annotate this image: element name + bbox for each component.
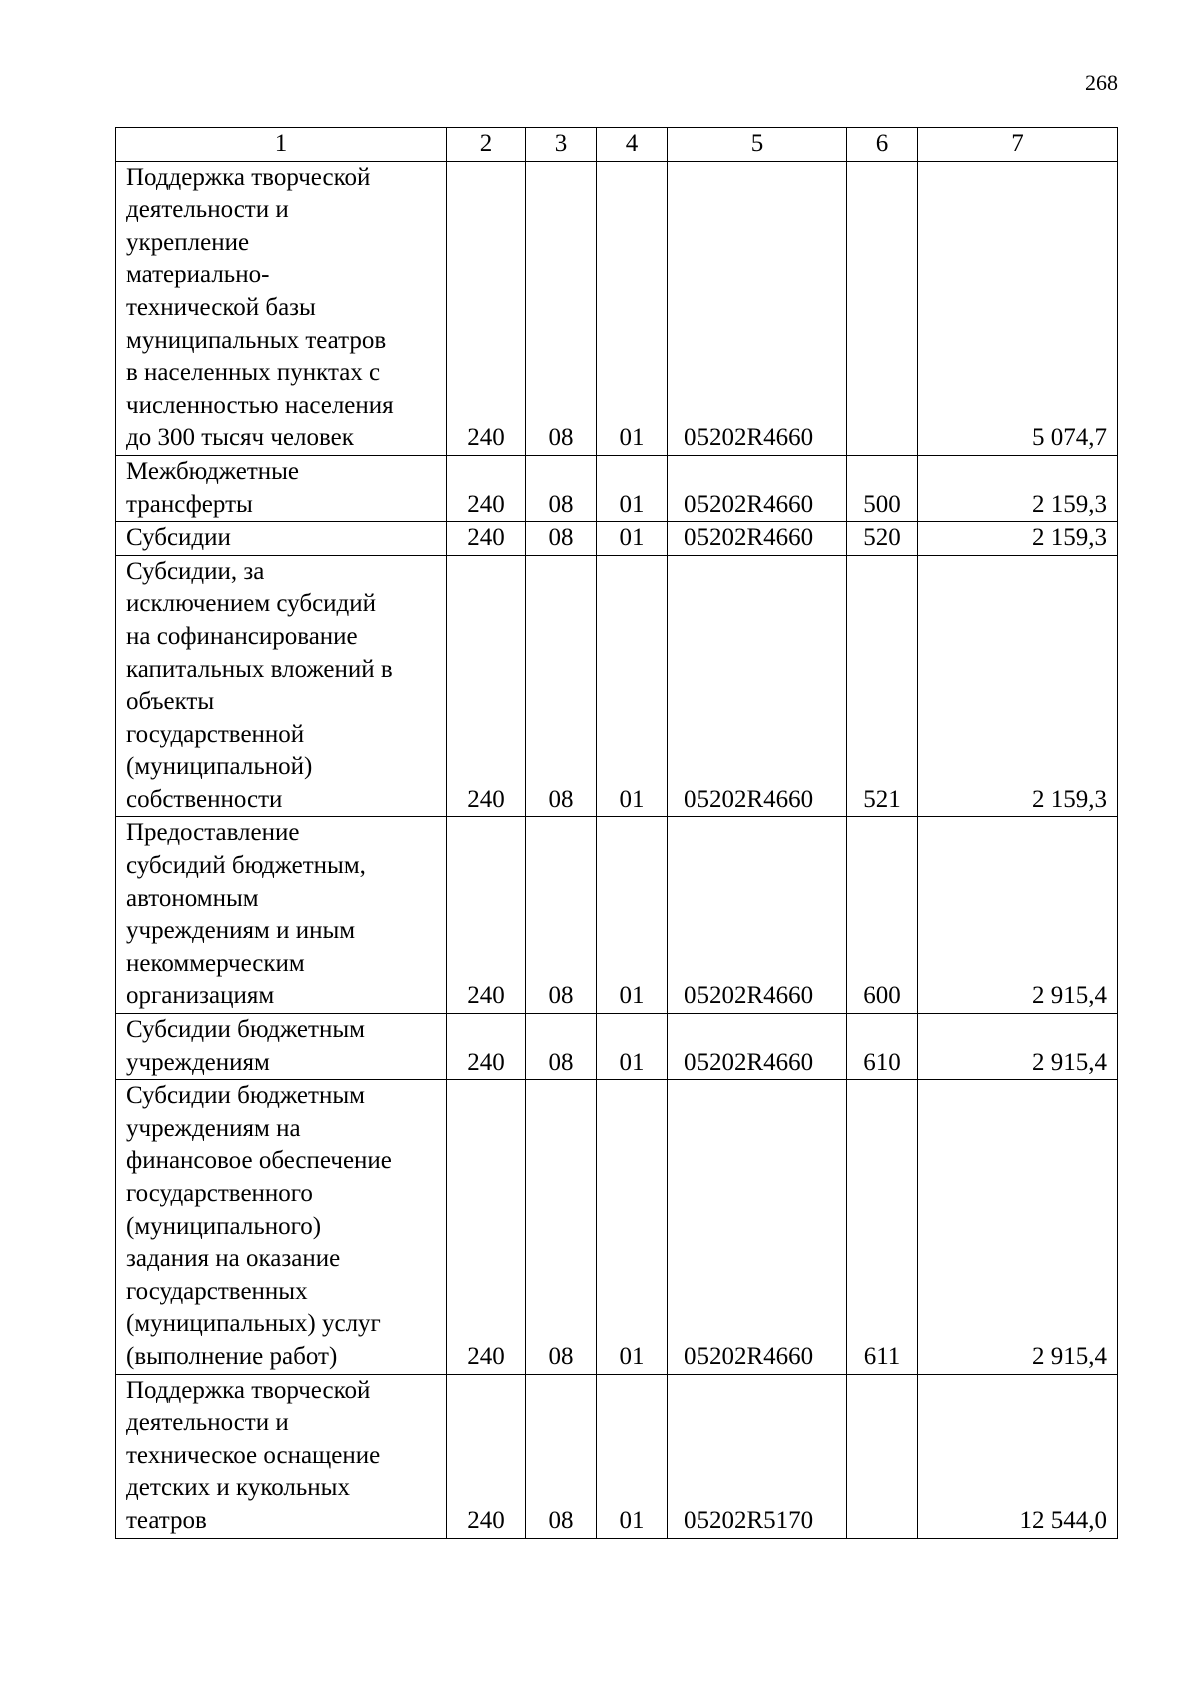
row-name-line: Субсидии, за bbox=[126, 557, 265, 585]
row-name-line: Поддержка творческой bbox=[126, 1376, 371, 1404]
budget-table bbox=[115, 127, 1118, 1539]
row-name-line: некоммерческим bbox=[126, 949, 305, 977]
row-admin-code: 240 bbox=[447, 161, 526, 455]
row-name-cell bbox=[116, 455, 447, 521]
row-name-line: деятельности и bbox=[126, 196, 289, 224]
row-section-code: 08 bbox=[526, 1374, 597, 1538]
header-col-2: 2 bbox=[447, 128, 526, 162]
row-subsection-code: 01 bbox=[597, 1374, 668, 1538]
row-name-cell bbox=[116, 1080, 447, 1374]
row-expense-type bbox=[847, 1374, 918, 1538]
row-subsection-code: 01 bbox=[597, 455, 668, 521]
table-row bbox=[116, 1374, 1118, 1538]
row-name-line: субсидий бюджетным, bbox=[126, 852, 366, 880]
row-expense-type: 600 bbox=[847, 817, 918, 1014]
row-name-line: в населенных пунктах с bbox=[126, 359, 381, 387]
row-name-line: капитальных вложений в bbox=[126, 655, 393, 683]
row-section-code: 08 bbox=[526, 455, 597, 521]
row-name-line: задания на оказание bbox=[126, 1245, 341, 1273]
row-amount: 2 915,4 bbox=[918, 1080, 1118, 1374]
row-subsection-code: 01 bbox=[597, 1014, 668, 1080]
row-expense-type: 500 bbox=[847, 455, 918, 521]
row-amount: 12 544,0 bbox=[918, 1374, 1118, 1538]
header-col-6: 6 bbox=[847, 128, 918, 162]
row-name-line: до 300 тысяч человек bbox=[126, 424, 354, 452]
row-expense-type: 521 bbox=[847, 555, 918, 817]
row-section-code: 08 bbox=[526, 555, 597, 817]
row-subsection-code: 01 bbox=[597, 817, 668, 1014]
row-name-line: государственной bbox=[126, 720, 305, 748]
row-admin-code: 240 bbox=[447, 522, 526, 556]
row-amount: 5 074,7 bbox=[918, 161, 1118, 455]
row-name-line: укрепление bbox=[126, 228, 250, 256]
row-name-line: учреждениям на bbox=[126, 1114, 301, 1142]
table-body bbox=[116, 161, 1118, 1538]
row-name-line: Субсидии бюджетным bbox=[126, 1082, 365, 1110]
row-name-line: Межбюджетные bbox=[126, 457, 300, 485]
table-row bbox=[116, 455, 1118, 521]
row-section-code: 08 bbox=[526, 522, 597, 556]
row-name-cell bbox=[116, 817, 447, 1014]
row-amount: 2 159,3 bbox=[918, 522, 1118, 556]
row-name-line: технической базы bbox=[126, 293, 316, 321]
row-name-cell bbox=[116, 1374, 447, 1538]
row-name-line: материально- bbox=[126, 261, 270, 289]
page-number: 268 bbox=[1085, 70, 1118, 95]
row-name-line: детских и кукольных bbox=[126, 1474, 350, 1502]
row-name-line: государственных bbox=[126, 1277, 308, 1305]
row-name-line: муниципальных театров bbox=[126, 326, 387, 354]
table-header bbox=[116, 128, 1118, 162]
row-expense-type: 520 bbox=[847, 522, 918, 556]
row-name-line: собственности bbox=[126, 785, 283, 813]
row-target-article: 05202R4660 bbox=[668, 555, 847, 817]
row-expense-type: 611 bbox=[847, 1080, 918, 1374]
row-name-line: организациям bbox=[126, 982, 275, 1010]
row-amount: 2 915,4 bbox=[918, 817, 1118, 1014]
row-name-cell bbox=[116, 161, 447, 455]
row-name-line: Предоставление bbox=[126, 819, 300, 847]
table-row bbox=[116, 522, 1118, 556]
row-amount: 2 915,4 bbox=[918, 1014, 1118, 1080]
row-amount: 2 159,3 bbox=[918, 555, 1118, 817]
row-admin-code: 240 bbox=[447, 817, 526, 1014]
header-col-4: 4 bbox=[597, 128, 668, 162]
row-section-code: 08 bbox=[526, 161, 597, 455]
row-name-line: численностью населения bbox=[126, 391, 394, 419]
row-name-line: деятельности и bbox=[126, 1409, 289, 1437]
row-target-article: 05202R4660 bbox=[668, 455, 847, 521]
row-section-code: 08 bbox=[526, 1080, 597, 1374]
row-amount: 2 159,3 bbox=[918, 455, 1118, 521]
row-name-line: учреждениям bbox=[126, 1048, 270, 1076]
row-name-cell bbox=[116, 1014, 447, 1080]
header-col-1: 1 bbox=[116, 128, 447, 162]
row-admin-code: 240 bbox=[447, 455, 526, 521]
row-name-line: на софинансирование bbox=[126, 622, 358, 650]
row-name-line: трансферты bbox=[126, 490, 253, 518]
row-target-article: 05202R4660 bbox=[668, 1080, 847, 1374]
row-name-line: (муниципальной) bbox=[126, 753, 313, 781]
row-name-line: исключением субсидий bbox=[126, 590, 377, 618]
row-name-line: автономным bbox=[126, 884, 259, 912]
row-name-line: театров bbox=[126, 1506, 207, 1534]
row-name-line: Поддержка творческой bbox=[126, 163, 371, 191]
row-expense-type bbox=[847, 161, 918, 455]
table-row bbox=[116, 1014, 1118, 1080]
row-subsection-code: 01 bbox=[597, 1080, 668, 1374]
row-section-code: 08 bbox=[526, 1014, 597, 1080]
row-name-line: объекты bbox=[126, 688, 215, 716]
row-name-line: государственного bbox=[126, 1180, 313, 1207]
row-subsection-code: 01 bbox=[597, 161, 668, 455]
row-target-article: 05202R4660 bbox=[668, 161, 847, 455]
row-subsection-code: 01 bbox=[597, 555, 668, 817]
row-target-article: 05202R4660 bbox=[668, 1014, 847, 1080]
row-name-line: (муниципальных) услуг bbox=[126, 1310, 381, 1338]
table-row bbox=[116, 555, 1118, 817]
header-col-5: 5 bbox=[668, 128, 847, 162]
row-name-line: (муниципального) bbox=[126, 1212, 322, 1240]
table-row bbox=[116, 817, 1118, 1014]
row-admin-code: 240 bbox=[447, 1080, 526, 1374]
row-name-cell bbox=[116, 555, 447, 817]
header-col-3: 3 bbox=[526, 128, 597, 162]
row-admin-code: 240 bbox=[447, 1014, 526, 1080]
row-name-line: учреждениям и иным bbox=[126, 917, 356, 945]
row-section-code: 08 bbox=[526, 817, 597, 1014]
row-admin-code: 240 bbox=[447, 555, 526, 817]
row-target-article: 05202R4660 bbox=[668, 817, 847, 1014]
row-admin-code: 240 bbox=[447, 1374, 526, 1538]
header-col-7: 7 bbox=[918, 128, 1118, 162]
row-name-line: техническое оснащение bbox=[126, 1441, 381, 1469]
table-row bbox=[116, 1080, 1118, 1374]
row-target-article: 05202R4660 bbox=[668, 522, 847, 556]
row-expense-type: 610 bbox=[847, 1014, 918, 1080]
row-target-article: 05202R5170 bbox=[668, 1374, 847, 1538]
row-name-cell bbox=[116, 522, 447, 556]
row-subsection-code: 01 bbox=[597, 522, 668, 556]
table-row bbox=[116, 161, 1118, 455]
row-name-line: Субсидии бюджетным bbox=[126, 1016, 365, 1044]
row-name-line: (выполнение работ) bbox=[126, 1342, 338, 1370]
row-name-line: финансовое обеспечение bbox=[126, 1147, 392, 1175]
header-row bbox=[116, 128, 1118, 162]
row-name-line: Субсидии bbox=[126, 524, 231, 552]
